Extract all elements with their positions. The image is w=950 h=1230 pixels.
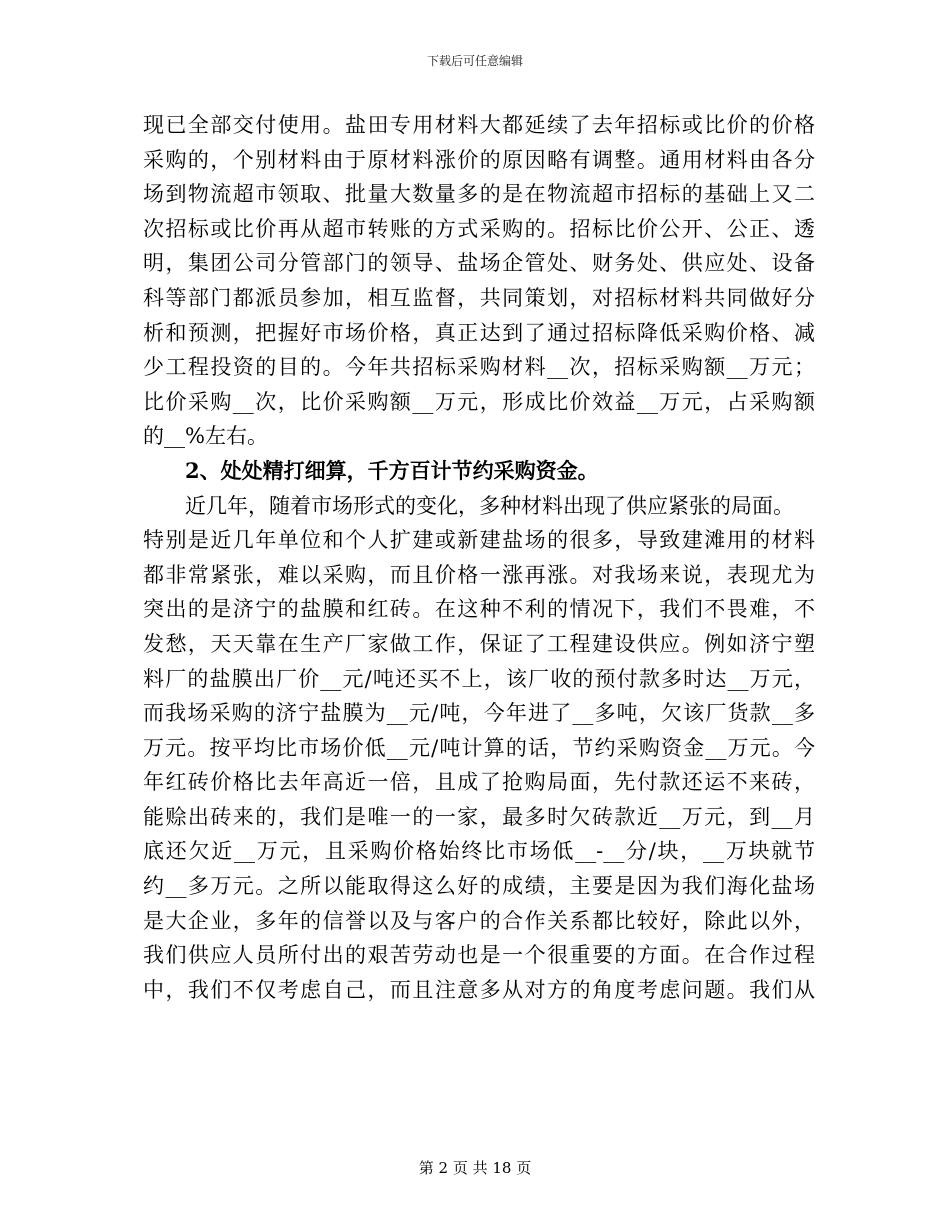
body-line: 特别是近几年单位和个人扩建或新建盐场的很多，导致建滩用的材料	[143, 528, 815, 553]
body-line: 发愁，天天靠在生产厂家做工作，保证了工程建设供应。例如济宁塑	[143, 631, 815, 656]
body-line: 科等部门都派员参加，相互监督，共同策划，对招标材料共同做好分	[143, 285, 815, 310]
body-line: 都非常紧张，难以采购，而且价格一涨再涨。对我场来说，表现尤为	[143, 562, 815, 587]
body-line: 而我场采购的济宁盐膜为__元/吨，今年进了__多吨，欠该厂货款__多	[143, 701, 815, 726]
body-line: 析和预测，把握好市场价格，真正达到了通过招标降低采购价格、减	[143, 320, 815, 345]
body-line: 年红砖价格比去年高近一倍，且成了抢购局面，先付款还运不来砖，	[143, 770, 815, 795]
body-line: 突出的是济宁的盐膜和红砖。在这种不利的情况下，我们不畏难，不	[143, 597, 815, 622]
body-line: 我们供应人员所付出的艰苦劳动也是一个很重要的方面。在合作过程	[143, 943, 815, 968]
section-heading: 2、处处精打细算，千方百计节约采购资金。	[185, 457, 599, 483]
body-line: 万元。按平均比市场价低__元/吨计算的话，节约采购资金__万元。今	[143, 735, 815, 760]
body-line: 近几年，随着市场形式的变化，多种材料出现了供应紧张的局面。	[185, 493, 794, 518]
body-line: 场到物流超市领取、批量大数量多的是在物流超市招标的基础上又二	[143, 182, 815, 207]
body-line: 比价采购__次，比价采购额__万元，形成比价效益__万元，占采购额	[143, 389, 815, 414]
body-line: 少工程投资的目的。今年共招标采购材料__次，招标采购额__万元；	[143, 355, 815, 380]
body-line: 中，我们不仅考虑自己，而且注意多从对方的角度考虑问题。我们从	[143, 977, 815, 1002]
body-line: 明，集团公司分管部门的领导、盐场企管处、财务处、供应处、设备	[143, 251, 815, 276]
body-line: 的__%左右。	[143, 424, 268, 449]
body-line: 能赊出砖来的，我们是唯一的一家，最多时欠砖款近__万元，到__月	[143, 804, 815, 829]
body-line: 采购的，个别材料由于原材料涨价的原因略有调整。通用材料由各分	[143, 147, 815, 172]
page-header: 下载后可任意编辑	[426, 54, 523, 68]
body-line: 底还欠近__万元，且采购价格始终比市场低__-__分/块，__万块就节	[143, 839, 815, 864]
body-line: 约__多万元。之所以能取得这么好的成绩，主要是因为我们海化盐场	[143, 874, 815, 899]
body-line: 现已全部交付使用。盐田专用材料大都延续了去年招标或比价的价格	[143, 113, 815, 137]
body-line: 是大企业，多年的信誉以及与客户的合作关系都比较好，除此以外，	[143, 908, 815, 933]
page-footer: 第 2 页 共 18 页	[418, 1159, 532, 1177]
document-body	[143, 108, 815, 1007]
body-line: 料厂的盐膜出厂价__元/吨还买不上，该厂收的预付款多时达__万元，	[143, 666, 815, 691]
body-line: 次招标或比价再从超市转账的方式采购的。招标比价公开、公正、透	[143, 216, 815, 241]
